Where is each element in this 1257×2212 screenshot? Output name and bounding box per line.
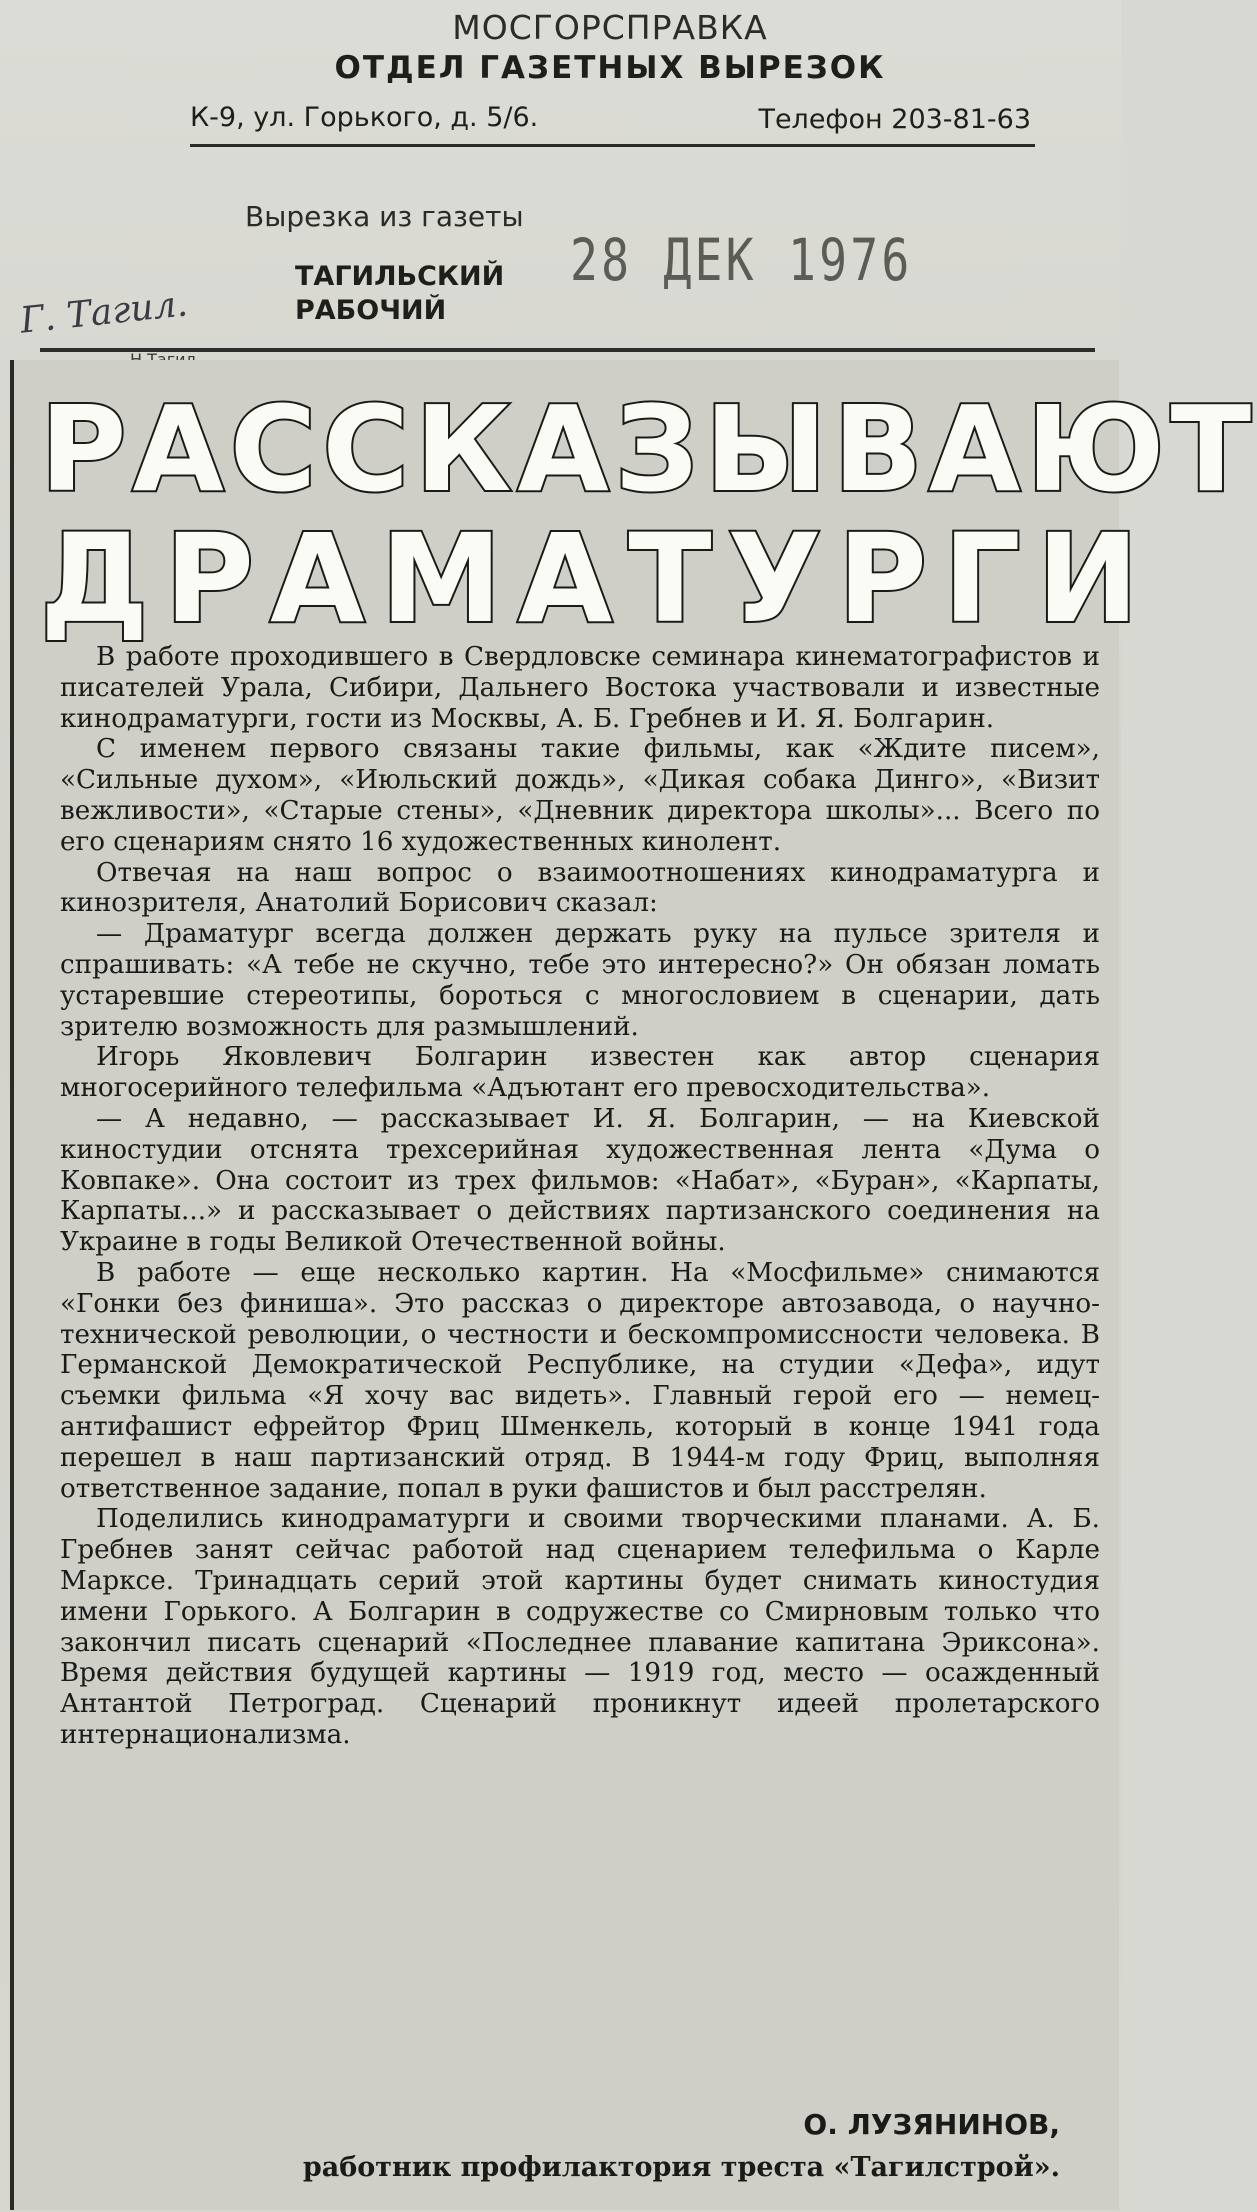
agency-stamp: [190, 8, 1030, 88]
paragraph: Игорь Яковлевич Болгарин известен как автор сценария многосерийного телефильма «Адъютант его превосходительства».: [60, 1042, 1100, 1104]
header-rule: [40, 348, 1095, 352]
department-name: ОТДЕЛ ГАЗЕТНЫХ ВЫРЕЗОК: [334, 50, 886, 86]
clip-label: Вырезка из газеты: [245, 200, 524, 233]
paragraph: В работе проходившего в Свердловске семинара кинематографистов и писателей Урала, Сибири, Дальнего Востока участвовали и известные кинодраматурги, гости из Москвы, А. Б. Гребнев и И. Я. Болгарин.: [60, 642, 1100, 734]
newspaper-name-line2: РАБОЧИЙ: [295, 295, 447, 326]
author-position: работник профилактория треста «Тагилстрой».: [302, 2152, 1060, 2183]
headline-line-1: РАССКАЗЫВАЮТ: [40, 380, 1257, 518]
agency-name: МОСГОРСПРАВКА: [452, 8, 768, 47]
paragraph: В работе — еще несколько картин. На «Мосфильме» снимаются «Гонки без финиша». Это рассказ о директоре автозавода, о научно-технической революции, о честности и бескомпромиссности человека. В Германской Демократической Республике, на студии «Дефа», идут съемки фильма «Я хочу вас видеть». Главный герой его — немец-антифашист ефрейтор Фриц Шменкель, который в конце 1941 года перешел в наш партизанский отряд. В 1944-м году Фриц, выполняя ответственное задание, попал в руки фашистов и был расстрелян.: [60, 1257, 1100, 1504]
article-body: [60, 642, 1100, 1751]
paragraph: С именем первого связаны такие фильмы, как «Ждите писем», «Сильные духом», «Июльский дождь», «Дикая собака Динго», «Визит вежливости», «Старые стены», «Дневник директора школы»... Всего по его сценариям снято 16 художественных кинолент.: [60, 734, 1100, 857]
paragraph: Поделились кинодраматурги и своими творческими планами. А. Б. Гребнев занят сейчас работой над сценарием телефильма о Карле Марксе. Тринадцать серий этой картины будет снимать киностудия имени Горького. А Болгарин в содружестве со Смирновым только что закончил писать сценарий «Последнее плавание капитана Эриксона». Время действия будущей картины — 1919 год, место — осажденный Антантой Петроград. Сценарий проникнут идеей пролетарского интернационализма.: [60, 1504, 1100, 1750]
paragraph: — Драматург всегда должен держать руку на пульсе зрителя и спрашивать: «А тебе не скучно, тебе это интересно?» Он обязан ломать устаревшие стереотипы, бороться с многословием в сценарии, дать зрителю возможность для размышлений.: [60, 919, 1100, 1042]
date-stamp: 28 ДЕК 1976: [570, 226, 913, 294]
address-row: [190, 98, 1035, 147]
paragraph: Отвечая на наш вопрос о взаимоотношениях кинодраматурга и кинозрителя, Анатолий Борисович сказал:: [60, 857, 1100, 919]
newspaper-name: [295, 260, 504, 328]
agency-address: К-9, ул. Горького, д. 5/6.: [190, 102, 539, 133]
headline-line-2: ДРАМАТУРГИ: [40, 508, 1155, 650]
author-signature: О. ЛУЗЯНИНОВ,: [803, 2108, 1060, 2141]
newspaper-name-line1: ТАГИЛЬСКИЙ: [295, 261, 505, 292]
handwritten-note: Г. Тагил.: [18, 283, 190, 342]
paragraph: — А недавно, — рассказывает И. Я. Болгарин, — на Киевской киностудии отснята трехсерийная художественная лента «Дума о Ковпаке». Она состоит из трех фильмов: «Набат», «Буран», «Карпаты, Карпаты...» и рассказывает о действиях партизанского соединения на Украине в годы Великой Отечественной войны.: [60, 1103, 1100, 1258]
agency-phone: Телефон 203-81-63: [758, 104, 1031, 135]
